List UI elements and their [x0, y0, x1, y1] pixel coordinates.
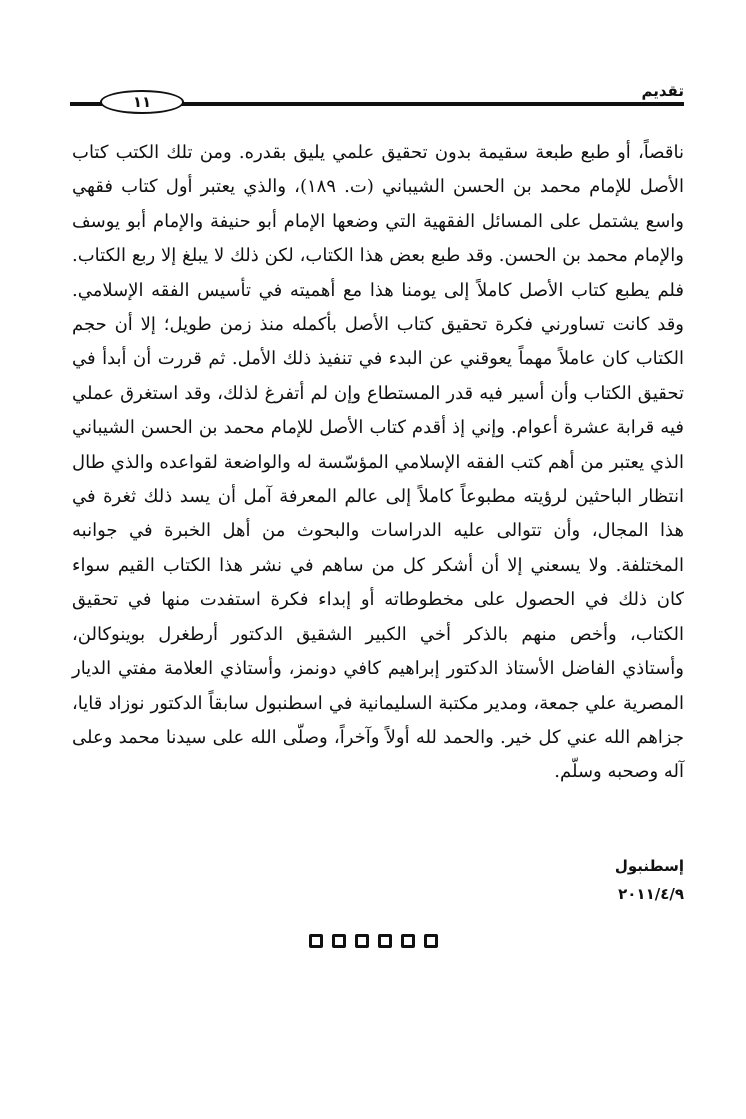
hollow-square-icon	[424, 934, 438, 948]
page-number: ١١	[100, 90, 184, 114]
hollow-square-icon	[378, 934, 392, 948]
hollow-square-icon	[355, 934, 369, 948]
hollow-square-icon	[309, 934, 323, 948]
hollow-square-icon	[401, 934, 415, 948]
end-ornament	[0, 934, 746, 948]
hollow-square-icon	[332, 934, 346, 948]
signature-date: ٢٠١١/٤/٩	[618, 885, 684, 903]
running-header	[70, 78, 684, 118]
signature-block	[615, 852, 684, 908]
paragraph: ناقصاً، أو طبع طبعة سقيمة بدون تحقيق علمي يليق بقدره. ومن تلك الكتب كتاب الأصل للإمام محمد بن الحسن الشيباني (ت. ١٨٩)، والذي يعتبر أول كتاب فقهي واسع يشتمل على المسائل الفقهية التي وضعها الإمام أبو حنيفة والإمام أبو يوسف والإمام محمد بن الحسن. وقد طبع بعض هذا الكتاب، لكن ذلك لا يبلغ إلا ربع الكتاب. فلم يطبع كتاب الأصل كاملاً إلى يومنا هذا مع أهميته في تأسيس الفقه الإسلامي. وقد كانت تساورني فكرة تحقيق كتاب الأصل بأكمله منذ زمن طويل؛ إلا أن حجم الكتاب كان عاملاً مهماً يعوقني عن البدء في تنفيذ ذلك الأمل. ثم قررت أن أبدأ في تحقيق الكتاب وأن أسير فيه قدر المستطاع وإن لم أتفرغ لذلك، وقد استغرق عملي فيه قرابة عشرة أعوام. وإني إذ أقدم كتاب الأصل للإمام محمد بن الحسن الشيباني الذي يعتبر من أهم كتب الفقه الإسلامي المؤسّسة له والواضعة لقواعده والذي طال انتظار الباحثين لرؤيته مطبوعاً كاملاً إلى عالم المعرفة آمل أن يسد ذلك ثغرة في هذا المجال، وأن تتوالى عليه الدراسات والبحوث من أهل الخبرة في جوانبه المختلفة. ولا يسعني إلا أن أشكر كل من ساهم في نشر هذا الكتاب القيم سواء كان ذلك في الحصول على مخطوطاته أو إبداء فكرة استفدت منها في تحقيق الكتاب، وأخص منهم بالذكر أخي الكبير الشقيق الدكتور أرطغرل بوينوكالن، وأستاذي الفاضل الأستاذ الدكتور إبراهيم كافي دونمز، وأستاذي العلامة مفتي الديار المصرية علي جمعة، ومدير مكتبة السليمانية في اسطنبول سابقاً الدكتور نوزاد قايا، جزاهم الله عني كل خير. والحمد لله أولاً وآخراً، وصلّى الله على سيدنا محمد وعلى آله وصحبه وسلّم.	[72, 142, 685, 783]
chapter-title: تقديم	[641, 82, 684, 100]
body-text	[72, 136, 684, 790]
signature-place: إسطنبول	[614, 857, 684, 875]
